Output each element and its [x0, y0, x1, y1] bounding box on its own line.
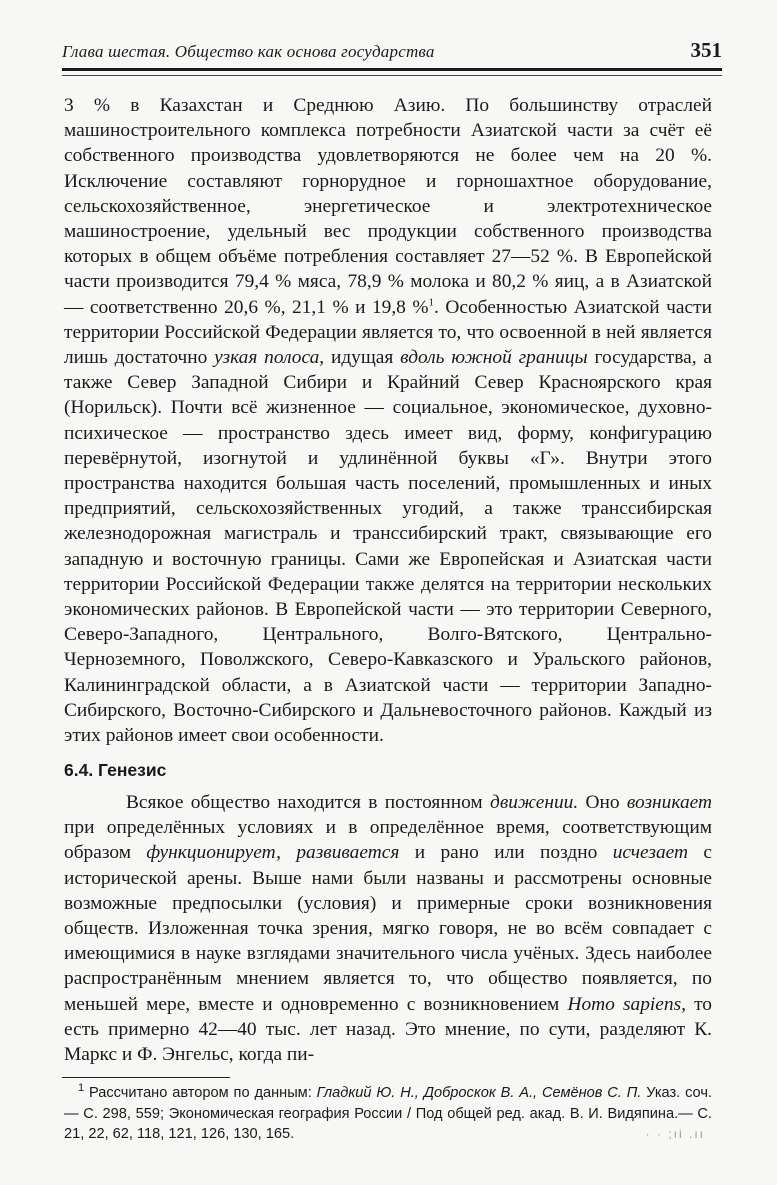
- chapter-title: Глава шестая. Общество как основа государства: [62, 42, 435, 61]
- footnote-marker: 1: [78, 1082, 85, 1095]
- emphasis: Homo sapiens,: [567, 993, 686, 1015]
- emphasis: Гладкий Ю. Н., Доброскок В. А., Семёнов С. П.: [316, 1085, 642, 1101]
- paragraph-regions: [64, 93, 712, 748]
- footnote-divider: [62, 1077, 230, 1078]
- emphasis: функционирует, развивается: [146, 842, 400, 864]
- section-heading: 6.4. Генезис: [64, 760, 167, 780]
- paragraph-genesis: [64, 790, 712, 1067]
- running-header: [62, 38, 722, 66]
- emphasis: исчезает: [612, 842, 688, 864]
- paragraph: 3 % в Казахстан и Среднюю Азию. По большинству отраслей машиностроительного комплекса потребности Азиатской части за счёт её собственного производства удовлетворяются не более чем на 20 %. Исключение составляют горнорудное и горношахтное оборудование, сельскохозяйственное, энергетическое и электротехническое машиностроение, удельный вес продукции собственного производства которых в общем объёме потребления составляет 27—52 %. В Европейской части производится 79,4 % мяса, 78,9 % молока и 80,2 % яиц, а в Азиатской — соответственно 20,6 %, 21,1 % и 19,8 %$^1$. Особенностью Азиатской части территории Российской Федерации является то, что освоенной в ней является лишь достаточно узкая полоса, идущая вдоль южной границы государства, а также Север Западной Сибири и Крайний Север Красноярского края (Норильск). Почти всё жизненное — социальное, экономическое, духовно-психическое — пространство здесь имеет вид, форму, конфигурацию перевёрнутой, изогнутой и удлинённой буквы «Г». Внутри этого пространства находится большая часть поселений, промышленных и иных предприятий, сельскохозяйственных угодий, а также транссибирская железнодорожная магистраль и транссибирский тракт, связывающие его западную и восточную границы. Сами же Европейская и Азиатская части территории Российской Федерации также делятся на территории нескольких экономических районов. В Европейской части — это территории Северного, Северо-Западного, Центрального, Волго-Вятского, Центрально-Черноземного, Поволжского, Северо-Кавказского и Уральского районов, Калининградской области, а в Азиатской части — территории Западно-Сибирского, Восточно-Сибирского и Дальневосточного районов. Каждый из этих районов имеет свои особенности.: [64, 95, 712, 747]
- footnote-reference[interactable]: 1: [428, 296, 435, 309]
- emphasis: движении.: [490, 792, 579, 813]
- emphasis: возникает: [626, 792, 712, 813]
- emphasis: вдоль южной границы: [400, 347, 588, 369]
- faint-stamp: · · ;ıi .ıı: [645, 1127, 705, 1141]
- emphasis: узкая полоса: [214, 347, 320, 369]
- page-number: 351: [690, 38, 722, 62]
- paragraph: Всякое общество находится в постоянном движении. Оно возникает при определённых условиях и в определённое время, соответствующим образом функционирует, развивается и рано или поздно исчезает с исторической арены. Выше нами были названы и рассмотрены основные возможные предпосылки (условия) и примерные сроки возникновения обществ. Изложенная точка зрения, мягко говоря, не во всём совпадает с имеющимися в науке взглядами значительного числа учёных. Здесь наиболее распространённым мнением является то, что общество появляется, по меньшей мере, вместе и одновременно с возникновением Homo sapiens, то есть примерно 42—40 тыс. лет назад. Это мнение, по сути, разделяют К. Маркс и Ф. Энгельс, когда пи-: [64, 792, 712, 1066]
- header-rule: [62, 68, 722, 71]
- header-rule-thin: [62, 75, 722, 76]
- footnote: $^1$ Рассчитано автором по данным: Гладкий Ю. Н., Доброскок В. А., Семёнов С. П. Указ. соч.— С. 298, 559; Экономическая география России / Под общей ред. акад. В. И. Видяпина.— С. 21, 22, 62, 118, 121, 126, 130, 165.: [64, 1082, 713, 1142]
